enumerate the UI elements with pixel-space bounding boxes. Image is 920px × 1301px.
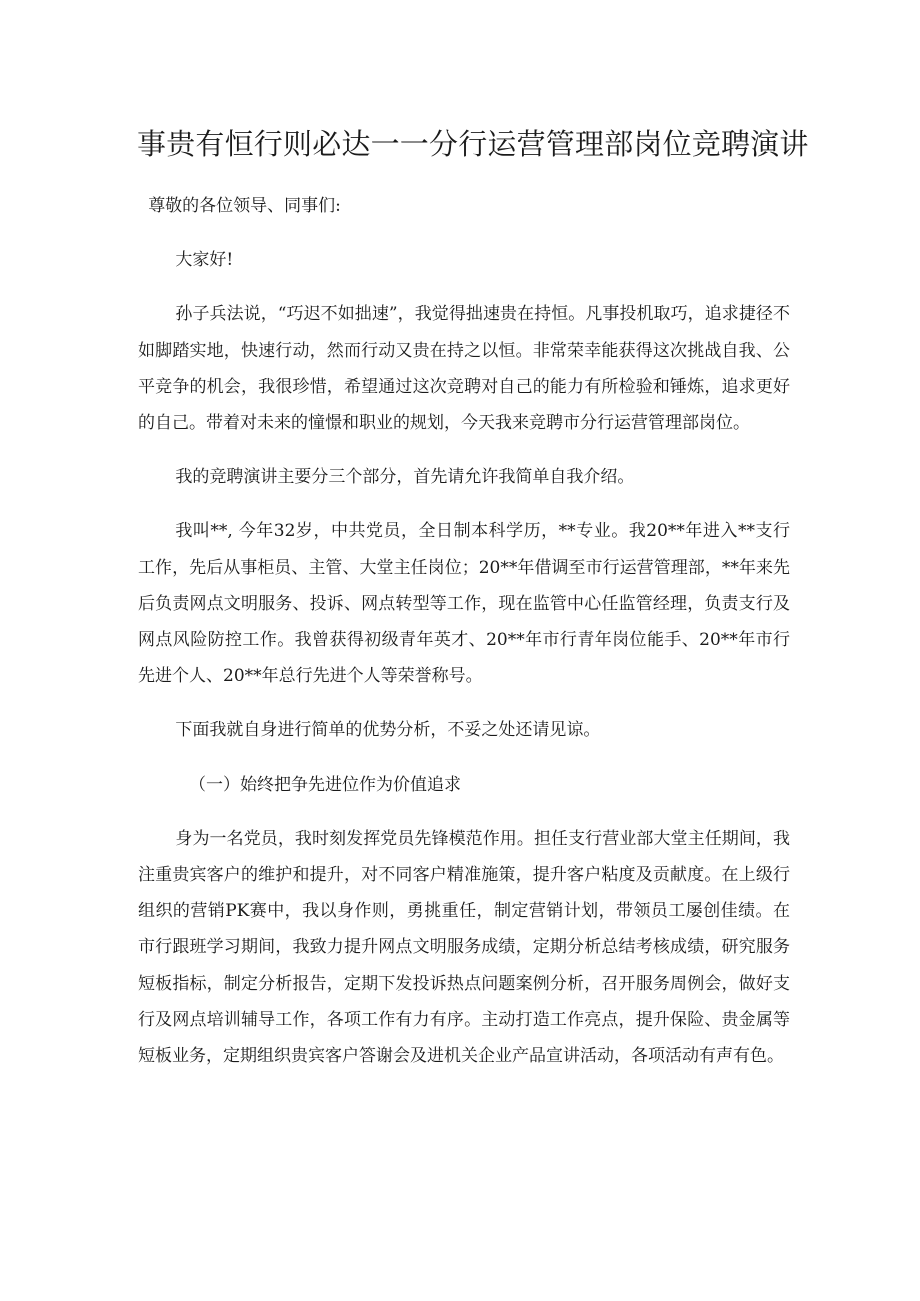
structure-paragraph: 我的竞聘演讲主要分三个部分，首先请允许我简单自我介绍。	[175, 467, 635, 488]
document-title: 事贵有恒行则必达一一分行运营管理部岗位竞聘演讲	[137, 127, 809, 161]
greeting-paragraph: 大家好!	[175, 250, 234, 271]
section-heading: （一）始终把争先进位作为价值追求	[189, 774, 461, 795]
salutation-paragraph: 尊敬的各位领导、同事们:	[148, 196, 341, 216]
self-introduction-paragraph: 我叫**, 今年32岁，中共党员，全日制本科学历，**专业。我20**年进入**支行工作，先后从事柜员、主管、大堂主任岗位；20**年借调至市行运营管理部，**年来先后负责网点文明服务、投诉、网点转型等工作，现在监管中心任监管经理，负责支行及网点风险防控工作。我曾获得初级青年英才、20**年市行青年岗位能手、20**年市行先进个人、20**年总行先进个人等荣誉称号。	[138, 521, 790, 687]
section-body-paragraph: 身为一名党员，我时刻发挥党员先锋模范作用。担任支行营业部大堂主任期间，我注重贵宾客户的维护和提升，对不同客户精准施策，提升客户粘度及贡献度。在上级行组织的营销PK赛中，我以身作则，勇挑重任，制定营销计划，带领员工屡创佳绩。在市行跟班学习期间，我致力提升网点文明服务成绩，定期分析总结考核成绩，研究服务短板指标，制定分析报告，定期下发投诉热点问题案例分析，召开服务周例会，做好支行及网点培训辅导工作，各项工作有力有序。主动打造工作亮点，提升保险、贵金属等短板业务，定期组织贵宾客户答谢会及进机关企业产品宣讲活动，各项活动有声有色。	[138, 828, 790, 1067]
analysis-intro-paragraph: 下面我就自身进行简单的优势分析，不妥之处还请见谅。	[175, 720, 601, 741]
document-body	[138, 188, 790, 1074]
opening-paragraph: 孙子兵法说，“巧迟不如拙速”，我觉得拙速贵在持恒。凡事投机取巧，追求捷径不如脚踏实地，快速行动，然而行动又贵在持之以恒。非常荣幸能获得这次挑战自我、公平竞争的机会，我很珍惜，希望通过这次竞聘对自己的能力有所检验和锤炼，追求更好的自己。带着对未来的憧憬和职业的规划，今天我来竞聘市分行运营管理部岗位。	[138, 304, 790, 434]
